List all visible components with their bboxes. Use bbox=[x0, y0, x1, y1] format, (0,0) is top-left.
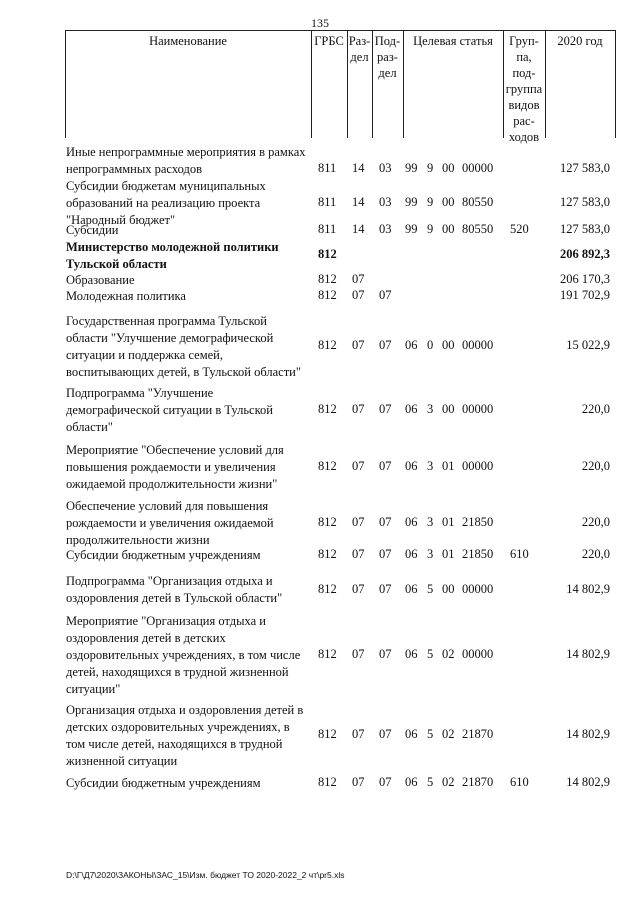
row-grbs: 812 bbox=[318, 338, 337, 352]
row-target-3: 00 bbox=[442, 582, 455, 596]
row-target-2: 0 bbox=[427, 338, 434, 352]
grid-line bbox=[65, 30, 66, 138]
row-name: Молодежная политика bbox=[66, 289, 186, 303]
grid-line bbox=[615, 30, 616, 138]
row-grbs: 812 bbox=[318, 775, 337, 789]
row-grbs: 811 bbox=[318, 195, 337, 209]
row-target-2: 5 bbox=[427, 727, 434, 741]
row-target-3: 00 bbox=[442, 195, 455, 209]
header-target: Целевая статья bbox=[413, 34, 493, 48]
row-target-3: 00 bbox=[442, 402, 455, 416]
row-name: Субсидии бюджетам муниципальных образований на реализацию проекта "Народный бюджет" bbox=[66, 179, 266, 227]
row-target-4: 80550 bbox=[462, 195, 494, 209]
header-name: Наименование bbox=[149, 34, 227, 48]
row-target-4: 00000 bbox=[462, 459, 494, 473]
row-sum: 206 892,3 bbox=[560, 247, 610, 261]
row-podrazdel: 07 bbox=[379, 515, 392, 529]
row-name: Иные непрограммные мероприятия в рамках непрограммных расходов bbox=[66, 145, 306, 176]
grid-line bbox=[372, 30, 373, 138]
row-razdel: 07 bbox=[352, 459, 365, 473]
row-grbs: 812 bbox=[318, 582, 337, 596]
row-target-1: 06 bbox=[405, 775, 418, 789]
row-name: Государственная программа Тульской области "Улучшение демографической ситуации и поддержка семей, воспитывающих детей, в Тульской области" bbox=[66, 314, 301, 379]
row-sum: 127 583,0 bbox=[560, 195, 610, 209]
row-target-1: 06 bbox=[405, 338, 418, 352]
row-name: Мероприятие "Обеспечение условий для повышения рождаемости и увеличения ожидаемой продолжительности жизни" bbox=[66, 443, 284, 491]
row-podrazdel: 03 bbox=[379, 222, 392, 236]
grid-line bbox=[311, 30, 312, 138]
row-grbs: 812 bbox=[318, 402, 337, 416]
header-group: Груп- па, под- группа видов рас- ходов bbox=[505, 34, 543, 144]
row-sum: 220,0 bbox=[581, 515, 610, 529]
row-target-4: 00000 bbox=[462, 402, 494, 416]
row-grbs: 812 bbox=[318, 547, 337, 561]
row-name: Министерство молодежной политики Тульской области bbox=[66, 240, 279, 271]
row-target-2: 9 bbox=[427, 161, 434, 175]
row-group: 610 bbox=[510, 775, 529, 789]
row-sum: 220,0 bbox=[581, 402, 610, 416]
row-target-4: 21870 bbox=[462, 727, 494, 741]
grid-line bbox=[347, 30, 348, 138]
row-target-2: 3 bbox=[427, 547, 434, 561]
row-target-3: 02 bbox=[442, 775, 455, 789]
row-target-1: 06 bbox=[405, 547, 418, 561]
row-name: Субсидии bbox=[66, 223, 119, 237]
row-razdel: 14 bbox=[352, 222, 365, 236]
row-group: 610 bbox=[510, 547, 529, 561]
row-grbs: 812 bbox=[318, 459, 337, 473]
row-razdel: 07 bbox=[352, 402, 365, 416]
row-name: Обеспечение условий для повышения рождаемости и увеличения ожидаемой продолжительности жизни bbox=[66, 499, 274, 547]
row-sum: 15 022,9 bbox=[566, 338, 610, 352]
row-name: Субсидии бюджетным учреждениям bbox=[66, 776, 261, 790]
row-razdel: 07 bbox=[352, 272, 365, 286]
row-target-2: 3 bbox=[427, 459, 434, 473]
row-target-4: 00000 bbox=[462, 161, 494, 175]
row-podrazdel: 07 bbox=[379, 338, 392, 352]
row-podrazdel: 07 bbox=[379, 402, 392, 416]
table-header bbox=[65, 30, 615, 144]
row-target-2: 3 bbox=[427, 515, 434, 529]
row-grbs: 811 bbox=[318, 222, 337, 236]
row-grbs: 812 bbox=[318, 647, 337, 661]
row-sum: 127 583,0 bbox=[560, 222, 610, 236]
row-target-4: 21850 bbox=[462, 547, 494, 561]
row-target-3: 02 bbox=[442, 727, 455, 741]
row-target-2: 3 bbox=[427, 402, 434, 416]
row-target-1: 06 bbox=[405, 459, 418, 473]
row-razdel: 07 bbox=[352, 338, 365, 352]
row-grbs: 811 bbox=[318, 161, 337, 175]
row-sum: 191 702,9 bbox=[560, 288, 610, 302]
row-group: 520 bbox=[510, 222, 529, 236]
row-name: Мероприятие "Организация отдыха и оздоровления детей в детских оздоровительных учреждениях, в том числе детей, находящихся в трудной жизненной ситуации" bbox=[66, 614, 301, 696]
row-target-3: 01 bbox=[442, 459, 455, 473]
row-sum: 220,0 bbox=[581, 459, 610, 473]
row-podrazdel: 07 bbox=[379, 775, 392, 789]
row-target-4: 00000 bbox=[462, 647, 494, 661]
row-name: Подпрограмма "Улучшение демографической ситуации в Тульской области" bbox=[66, 386, 273, 434]
page-number: 135 bbox=[311, 16, 329, 30]
row-razdel: 07 bbox=[352, 775, 365, 789]
row-sum: 14 802,9 bbox=[566, 775, 610, 789]
row-razdel: 07 bbox=[352, 647, 365, 661]
row-target-2: 5 bbox=[427, 582, 434, 596]
row-target-1: 99 bbox=[405, 195, 418, 209]
row-target-4: 80550 bbox=[462, 222, 494, 236]
grid-line bbox=[503, 30, 504, 138]
row-sum: 14 802,9 bbox=[566, 727, 610, 741]
row-target-2: 9 bbox=[427, 222, 434, 236]
row-target-2: 5 bbox=[427, 647, 434, 661]
row-name: Образование bbox=[66, 273, 135, 287]
header-podrazdel: Под- раз- дел bbox=[374, 34, 401, 80]
row-razdel: 14 bbox=[352, 161, 365, 175]
row-target-1: 06 bbox=[405, 402, 418, 416]
row-sum: 14 802,9 bbox=[566, 647, 610, 661]
grid-line bbox=[545, 30, 546, 138]
row-name: Подпрограмма "Организация отдыха и оздоровления детей в Тульской области" bbox=[66, 574, 283, 605]
row-target-3: 01 bbox=[442, 515, 455, 529]
row-target-3: 00 bbox=[442, 222, 455, 236]
row-target-2: 5 bbox=[427, 775, 434, 789]
header-grbs: ГРБС bbox=[314, 34, 344, 48]
row-razdel: 14 bbox=[352, 195, 365, 209]
row-sum: 206 170,3 bbox=[560, 272, 610, 286]
row-target-1: 06 bbox=[405, 727, 418, 741]
row-razdel: 07 bbox=[352, 582, 365, 596]
row-target-1: 99 bbox=[405, 161, 418, 175]
row-podrazdel: 07 bbox=[379, 647, 392, 661]
row-target-3: 01 bbox=[442, 547, 455, 561]
header-razdel: Раз- дел bbox=[348, 34, 371, 64]
row-grbs: 812 bbox=[318, 727, 337, 741]
row-target-1: 06 bbox=[405, 647, 418, 661]
row-podrazdel: 07 bbox=[379, 288, 392, 302]
row-razdel: 07 bbox=[352, 727, 365, 741]
row-name: Организация отдыха и оздоровления детей в детских оздоровительных учреждениях, в том числе детей, находящихся в трудной жизненной ситуации bbox=[66, 703, 304, 768]
row-target-4: 00000 bbox=[462, 338, 494, 352]
row-razdel: 07 bbox=[352, 515, 365, 529]
row-sum: 14 802,9 bbox=[566, 582, 610, 596]
file-path-footer: D:\Г\Д7\2020\ЗАКОНЫ\ЗАС_15\Изм. бюджет ТО 2020-2022_2 чт\pr5.xls bbox=[66, 870, 345, 880]
header-year: 2020 год bbox=[557, 34, 603, 48]
row-target-2: 9 bbox=[427, 195, 434, 209]
row-podrazdel: 07 bbox=[379, 547, 392, 561]
row-target-3: 00 bbox=[442, 161, 455, 175]
row-sum: 220,0 bbox=[581, 547, 610, 561]
row-target-1: 06 bbox=[405, 515, 418, 529]
row-grbs: 812 bbox=[318, 272, 337, 286]
row-grbs: 812 bbox=[318, 288, 337, 302]
row-name: Субсидии бюджетным учреждениям bbox=[66, 548, 261, 562]
row-target-3: 00 bbox=[442, 338, 455, 352]
row-podrazdel: 03 bbox=[379, 161, 392, 175]
row-target-1: 99 bbox=[405, 222, 418, 236]
row-target-4: 21870 bbox=[462, 775, 494, 789]
row-target-1: 06 bbox=[405, 582, 418, 596]
row-sum: 127 583,0 bbox=[560, 161, 610, 175]
row-target-3: 02 bbox=[442, 647, 455, 661]
row-grbs: 812 bbox=[318, 247, 337, 261]
row-grbs: 812 bbox=[318, 515, 337, 529]
row-podrazdel: 03 bbox=[379, 195, 392, 209]
row-razdel: 07 bbox=[352, 288, 365, 302]
row-target-4: 00000 bbox=[462, 582, 494, 596]
row-podrazdel: 07 bbox=[379, 727, 392, 741]
row-podrazdel: 07 bbox=[379, 582, 392, 596]
grid-line bbox=[403, 30, 404, 138]
row-target-4: 21850 bbox=[462, 515, 494, 529]
row-podrazdel: 07 bbox=[379, 459, 392, 473]
row-razdel: 07 bbox=[352, 547, 365, 561]
